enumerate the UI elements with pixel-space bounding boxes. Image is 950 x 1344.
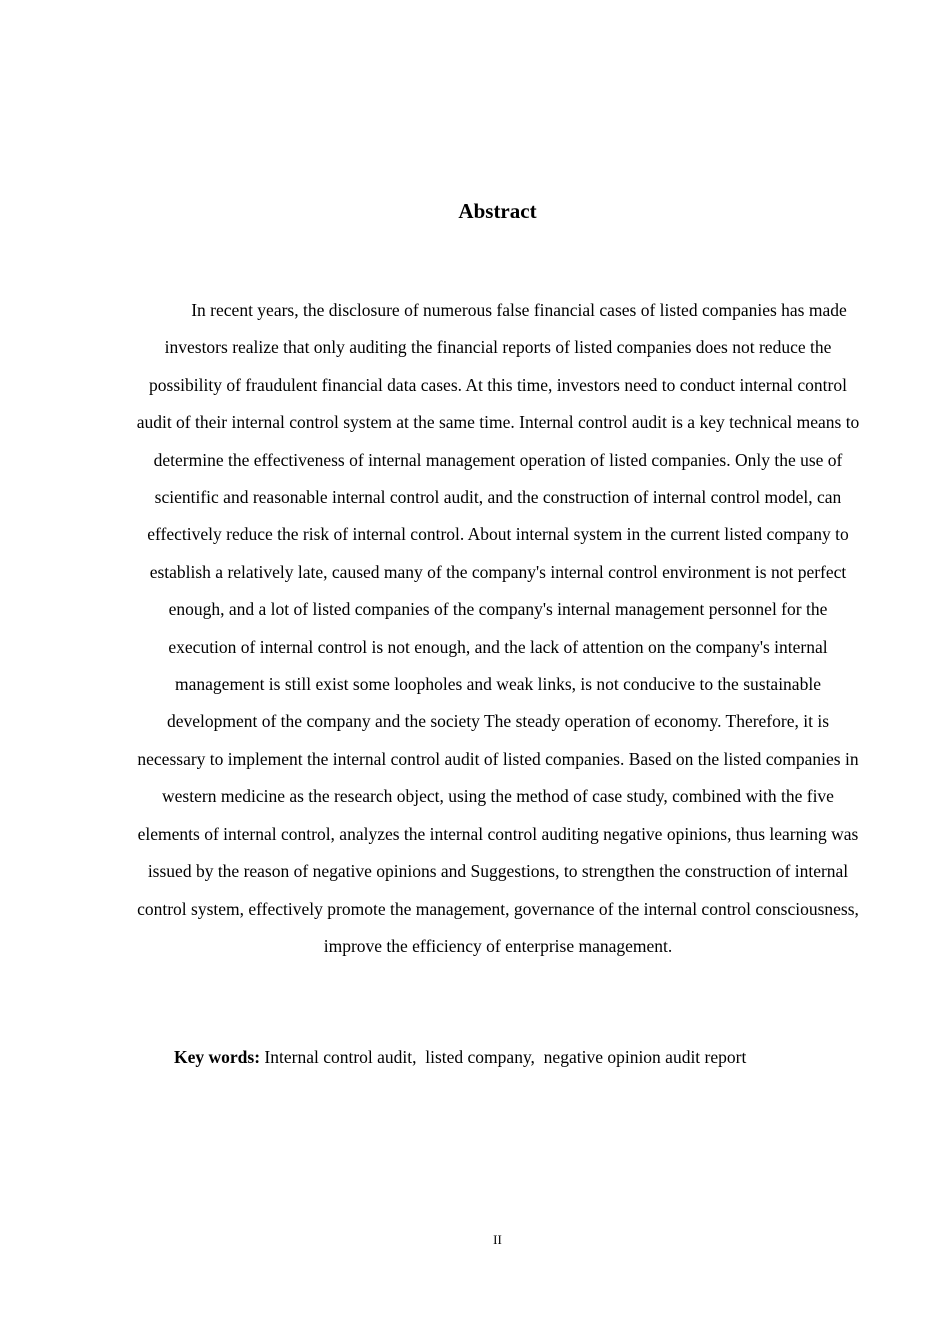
keywords-line	[174, 1043, 746, 1071]
abstract-paragraph	[136, 292, 860, 965]
keywords-text: Internal control audit, listed company, negative opinion audit report	[260, 1047, 747, 1067]
keywords-label: Key words:	[174, 1047, 261, 1067]
page-number: II	[493, 1232, 502, 1247]
page-title: Abstract	[458, 199, 537, 223]
abstract-text: In recent years, the disclosure of numerous false financial cases of listed companies has made investors realize that only auditing the financial reports of listed companies does not reduce the possibility of fraudulent financial data cases. At this time, investors need to conduct internal control audit of their internal control system at the same time. Internal control audit is a key technical means to determine the effectiveness of internal management operation of listed companies. Only the use of scientific and reasonable internal control audit, and the construction of internal control model, can effectively reduce the risk of internal control. About internal system in the current listed company to establish a relatively late, caused many of the company's internal control environment is not perfect enough, and a lot of listed companies of the company's internal management personnel for the execution of internal control is not enough, and the lack of attention on the company's internal management is still exist some loopholes and weak links, is not conducive to the sustainable development of the company and the society The steady operation of economy. Therefore, it is necessary to implement the internal control audit of listed companies. Based on the listed companies in western medicine as the research object, using the method of case study, combined with the five elements of internal control, analyzes the internal control auditing negative opinions, thus learning was issued by the reason of negative opinions and Suggestions, to strengthen the construction of internal control system, effectively promote the management, governance of the internal control consciousness, improve the efficiency of enterprise management.	[136, 300, 860, 956]
